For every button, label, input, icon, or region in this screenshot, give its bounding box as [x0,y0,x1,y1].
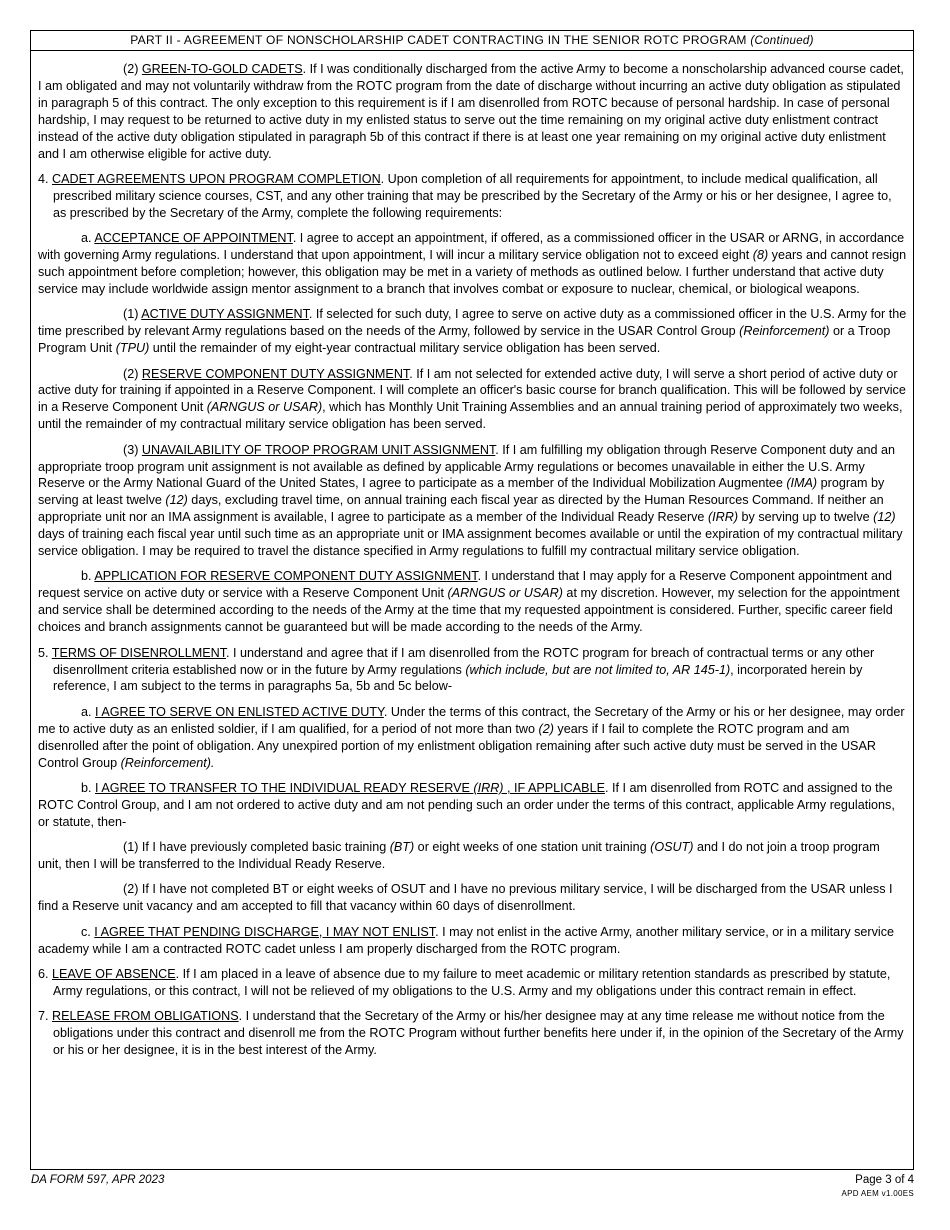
paragraph-5b2: (2) If I have not completed BT or eight weeks of OSUT and I have no previous military service, I will be discharged from the USAR unless I find a Reserve unit vacancy and am accepted to fill that vacancy within 60 days of disenrollment. [38,882,893,914]
paragraph-4b: b. APPLICATION FOR RESERVE COMPONENT DUTY ASSIGNMENT. I understand that I may apply for a Reserve Component appointment and request service on active duty or service with a Reserve Component Unit (ARNGUS or USAR) at my discretion. However, my selection for the appointment and service shall be determined according to the needs of the Army at the time that my requested appointment is considered. Further, specific career field choices and branch assignments cannot be guaranteed but will be made according to the needs of the Army. [38,569,900,635]
heading-terms-of-disenrollment: TERMS OF DISENROLLMENT [51,645,227,660]
form-number: DA FORM 597, APR 2023 [31,1174,165,1186]
heading-cadet-agreements: CADET AGREEMENTS UPON PROGRAM COMPLETION [52,171,381,186]
paragraph-4a1: (1) ACTIVE DUTY ASSIGNMENT. If selected for such duty, I agree to serve on active duty as a commissioned officer in the U.S. Army for the time prescribed by relevant Army regulations based on the needs of the Army, followed by service in the USAR Control Group (Reinforcement) or a Troop Program Unit (TPU) until the remainder of my eight-year contractual military service obligation has been served. [38,307,907,356]
paragraph-4a3: (3) UNAVAILABILITY OF TROOP PROGRAM UNIT ASSIGNMENT. If I am fulfilling my obligation through Reserve Component duty and an appropriate troop program unit assignment is not available as defined by applicable Army regulations or becomes unavailable in either the U.S. Army Reserve or the Army National Guard of the United States, I agree to participate as a member of the Individual Mobilization Augmentee (IMA) program by serving at least twelve (12) days, excluding travel time, on annual training each fiscal year as directed by the Human Resources Command. If neither an appropriate unit nor an IMA assignment is available, I agree to participate as a member of the Individual Ready Reserve (IRR) by serving up to twelve (12) days of training each fiscal year until such time as an appropriate unit or IMA assignment becomes available or until the expiration of my contractual military service obligation. I may be required to travel the distance specified in Army regulations to fulfill my contractual military service obligation. [38,442,903,559]
paragraph-5: 5. TERMS OF DISENROLLMENT. I understand and agree that if I am disenrolled from the ROTC program for breach of contractual terms or any other disenrollment criteria established now or in the future by Army regulations (which include, but are not limited to, AR 145-1), incorporated herein by reference, I am subject to the terms in paragraphs 5a, 5b and 5c below- [38,645,875,694]
paragraph-5c: c. I AGREE THAT PENDING DISCHARGE, I MAY NOT ENLIST. I may not enlist in the active Army, another military service, or in a military service academy while I am a contracted ROTC cadet unless I am properly discharged from the ROTC program. [38,924,894,956]
heading-application-reserve: APPLICATION FOR RESERVE COMPONENT DUTY ASSIGNMENT [94,569,478,584]
heading-unavailability-tpu: UNAVAILABILITY OF TROOP PROGRAM UNIT ASSIGNMENT [141,442,496,457]
paragraph-3b2: (2) GREEN-TO-GOLD CADETS. If I was conditionally discharged from the active Army to become a nonscholarship advanced course cadet, I am obligated and may not voluntarily withdraw from the ROTC program from the date of discharge without incurring an active duty obligation as stipulated in paragraph 5 of this contract. The only exception to this requirement is if I am disenrolled from ROTC because of personal hardship. In case of personal hardship, I may request to be returned to active duty in my enlisted status to serve out the time remaining on my original active duty enlistment contract instead of the active duty obligation stipulated in paragraph 5b of this contract if there is at least one year remaining on my original active duty enlistment and I am otherwise eligible for active duty. [38,62,904,161]
paragraph-4: 4. CADET AGREEMENTS UPON PROGRAM COMPLETION. Upon completion of all requirements for appointment, to include medical qualification, all prescribed military science courses, CST, and any other training that may be prescribed by the Secretary of the Army or his or her designee, I agree to, as prescribed by the Secretary of the Army, complete the following requirements: [38,171,892,220]
form-version-code: APD AEM v1.00ES [841,1189,914,1198]
paragraph-4a2: (2) RESERVE COMPONENT DUTY ASSIGNMENT. If I am not selected for extended active duty, I will serve a short period of active duty or active duty for training if appointed in a Reserve Component. I will complete an officer's basic course for branch qualification. This will be followed by service in a Reserve Component Unit (ARNGUS or USAR), which has Monthly Unit Training Assemblies and an annual training period of approximately two weeks, until the remainder of my contractual military service obligation has been served. [38,366,906,432]
paragraph-5a: a. I AGREE TO SERVE ON ENLISTED ACTIVE DUTY. Under the terms of this contract, the Secretary of the Army or his or her designee, may order me to active duty as an enlisted soldier, if I am qualified, for a period of not more than two (2) years if I fail to complete the ROTC program and am disenrolled after the point of obligation. Any unexpired portion of my enlistment obligation remaining after such active duty must be served in the USAR Control Group (Reinforcement). [38,704,905,770]
heading-leave-of-absence: LEAVE OF ABSENCE [52,967,176,982]
heading-acceptance-of-appointment: ACCEPTANCE OF APPOINTMENT [94,231,293,246]
heading-active-duty-assignment: ACTIVE DUTY ASSIGNMENT [141,307,309,322]
paragraph-7: 7. RELEASE FROM OBLIGATIONS. I understand that the Secretary of the Army or his/her designee may at any time release me without notice from the obligations under this contract and disenroll me from the ROTC Program without further benefits here under if, in the opinion of the Secretary of the Army or his or her designee, it is in the best interest of the Army. [38,1009,904,1058]
paragraph-4a: a. ACCEPTANCE OF APPOINTMENT. I agree to accept an appointment, if offered, as a commissioned officer in the USAR or ARNG, in accordance with governing Army regulations. I understand that upon appointment, I will incur a military service obligation not to exceed eight (8) years and cannot resign such appointment before completion; however, this obligation may be met in a variety of methods as outlined below. I further understand that active duty service may include worldwide assign mentor assignment to a branch that involves combat or exposure to nuclear, chemical, or biological weapons. [38,231,907,296]
page-number: Page 3 of 4 [855,1174,914,1186]
heading-enlisted-active-duty: I AGREE TO SERVE ON ENLISTED ACTIVE DUTY [95,704,384,719]
continued-note: (Continued) [750,35,814,47]
paragraph-5b1: (1) If I have previously completed basic training (BT) or eight weeks of one station unit training (OSUT) and I do not join a troop program unit, then I will be transferred to the Individual Ready Reserve. [38,840,880,872]
form-frame [30,30,914,1170]
part-title: PART II - AGREEMENT OF NONSCHOLARSHIP CADET CONTRACTING IN THE SENIOR ROTC PROGRAM [130,33,747,47]
heading-may-not-enlist: I AGREE THAT PENDING DISCHARGE, I MAY NOT ENLIST [94,924,436,939]
heading-release-from-obligations: RELEASE FROM OBLIGATIONS [52,1009,239,1024]
paragraph-6: 6. LEAVE OF ABSENCE. If I am placed in a leave of absence due to my failure to meet academic or military retention standards as prescribed by statute, Army regulations, or this contract, I will not be relieved of my obligations to the U.S. Army and my obligations under this contract remain in effect. [38,967,891,998]
contract-body [31,51,913,1059]
heading-green-to-gold: GREEN-TO-GOLD CADETS [141,62,303,76]
heading-transfer-irr: I AGREE TO TRANSFER TO THE INDIVIDUAL READY RESERVE (IRR) , IF APPLICABLE [95,780,605,795]
heading-reserve-component-duty: RESERVE COMPONENT DUTY ASSIGNMENT [141,366,410,381]
paragraph-5b: b. I AGREE TO TRANSFER TO THE INDIVIDUAL READY RESERVE (IRR) , IF APPLICABLE. If I am disenrolled from ROTC and assigned to the ROTC Control Group, and I am not ordered to active duty and am not pending such an order under the terms of this contract, applicable Army regulations, or statute, then- [38,780,895,829]
part-header [31,31,913,51]
